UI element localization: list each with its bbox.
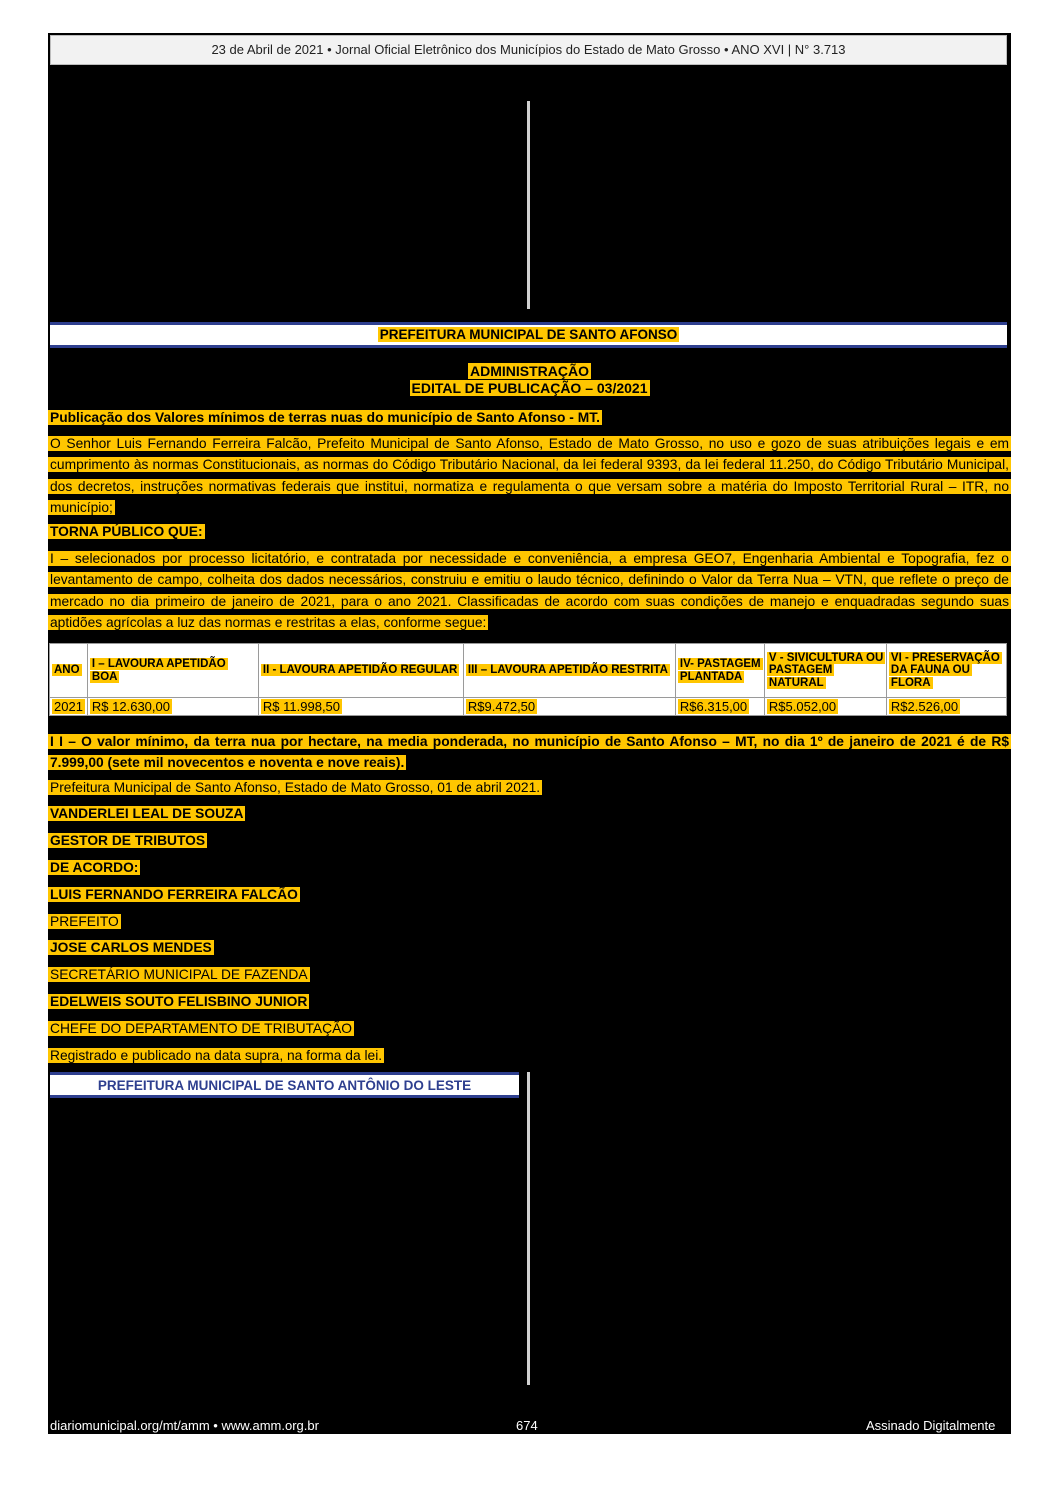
intro-text: O Senhor Luis Fernando Ferreira Falcão, Prefeito Municipal de Santo Afonso, Estado de Mato Grosso, no uso e gozo de suas atribuições legais e em cumprimento às normas Constitucionais, as normas do Código Tributário Nacional, da lei federal 9393, da lei federal 11.250, do Código Tributário Municipal, dos decretos, instruções normativas federais que institui, normatiza e regulamenta o que versam sobre a matéria do Imposto Territorial Rural – ITR, no município; — [50, 436, 1009, 515]
signer-name: VANDERLEI LEAL DE SOUZA — [50, 806, 244, 821]
signer-2-name — [48, 885, 300, 905]
subject-text: Publicação dos Valores mínimos de terras nuas do município de Santo Afonso - MT. — [50, 410, 600, 425]
signer-role: GESTOR DE TRIBUTOS — [50, 833, 206, 848]
signer-role: PREFEITO — [50, 914, 119, 929]
item-2-paragraph — [48, 731, 1011, 774]
signer-2-role — [48, 912, 121, 932]
cell-value: R$6.315,00 — [679, 699, 748, 714]
section-header-santo-afonso — [50, 322, 1007, 348]
header-cell: IV- PASTAGEM PLANTADA — [679, 658, 761, 683]
signer-4-role — [48, 1019, 354, 1039]
table-cell — [463, 698, 675, 716]
header-cell: V - SIVICULTURA OU PASTAGEM NATURAL — [768, 651, 884, 689]
table-cell — [675, 698, 764, 716]
header-cell: ANO — [54, 664, 80, 677]
col-lavoura-regular — [258, 644, 463, 698]
place-date-text: Prefeitura Municipal de Santo Afonso, Estado de Mato Grosso, 01 de abril 2021. — [50, 780, 541, 795]
table-cell — [764, 698, 886, 716]
signer-3-name — [48, 938, 214, 958]
column-divider-bottom — [527, 1072, 530, 1385]
item-1-text: I – selecionados por processo licitatório, e contratada por necessidade e conveniência, a empresa GEO7, Engenharia Ambiental e Topografia, fez o levantamento de campo, colheita dos dados necessários, construiu e emitiu o laudo técnico, definindo o Valor da Terra Nua – VTN, que reflete o preço de mercado no dia primeiro de janeiro de 2021, para o ano 2021. Classificadas de acordo com suas condições de manejo e enquadradas segundo suas aptidões agrícolas a luz das normas e restritas a elas, conforme segue: — [50, 551, 1009, 630]
footer-right: Assinado Digitalmente — [866, 1418, 996, 1433]
table-row — [50, 698, 1007, 716]
edital-title — [48, 363, 1011, 397]
col-preservacao — [886, 644, 1006, 698]
cell-value: R$ 12.630,00 — [91, 699, 170, 714]
section-title: PREFEITURA MUNICIPAL DE SANTO AFONSO — [379, 327, 678, 342]
signer-role: CHEFE DO DEPARTAMENTO DE TRIBUTAÇÃO — [50, 1021, 353, 1036]
signer-1-role — [48, 831, 207, 851]
subject-line — [48, 408, 602, 428]
agreement-text: DE ACORDO: — [50, 860, 139, 875]
signer-3-role — [48, 965, 310, 985]
table-cell — [258, 698, 463, 716]
cell-value: R$5.052,00 — [768, 699, 837, 714]
torna-publico-text: TORNA PÚBLICO QUE: — [50, 524, 203, 539]
cell-value: R$2.526,00 — [890, 699, 959, 714]
section-title: PREFEITURA MUNICIPAL DE SANTO ANTÔNIO DO LESTE — [97, 1078, 472, 1093]
col-ano — [50, 644, 88, 698]
table-cell — [50, 698, 88, 716]
col-lavoura-boa — [87, 644, 258, 698]
department-label: ADMINISTRAÇÃO — [470, 363, 589, 379]
section-header-santo-antonio — [50, 1072, 519, 1098]
signer-name: LUIS FERNANDO FERREIRA FALCÃO — [50, 887, 298, 902]
header-cell: I – LAVOURA APETIDÃO BOA — [91, 658, 226, 683]
header-cell: III – LAVOURA APETIDÃO RESTRITA — [467, 664, 668, 677]
edital-number: EDITAL DE PUBLICAÇÃO – 03/2021 — [411, 380, 648, 396]
vtn-table — [49, 643, 1007, 716]
closing-text: Registrado e publicado na data supra, na forma da lei. — [50, 1048, 383, 1063]
column-divider-top — [527, 101, 530, 309]
signer-4-name — [48, 992, 309, 1012]
col-silvicultura — [764, 644, 886, 698]
intro-paragraph — [48, 433, 1011, 518]
table-cell — [87, 698, 258, 716]
closing-line — [48, 1046, 384, 1066]
item-2-text: I I – O valor mínimo, da terra nua por hectare, na media ponderada, no município de Santo Afonso – MT, no dia 1º de janeiro de 2021 é de R$ 7.999,00 (sete mil novecentos e noventa e nove reais). — [50, 734, 1009, 771]
cell-value: R$9.472,50 — [467, 699, 536, 714]
signer-name: EDELWEIS SOUTO FELISBINO JUNIOR — [50, 994, 308, 1009]
table-header-row — [50, 644, 1007, 698]
agreement-label — [48, 858, 140, 878]
place-date — [48, 778, 542, 798]
footer-page-number: 674 — [516, 1418, 538, 1433]
journal-header: 23 de Abril de 2021 • Jornal Oficial Eletrônico dos Municípios do Estado de Mato Grosso • ANO XVI | N° 3.713 — [50, 35, 1007, 65]
header-cell: II - LAVOURA APETIDÃO REGULAR — [262, 664, 458, 677]
table-cell — [886, 698, 1006, 716]
footer-left: diariomunicipal.org/mt/amm • www.amm.org.br — [50, 1418, 319, 1433]
col-lavoura-restrita — [463, 644, 675, 698]
item-1-paragraph — [48, 548, 1011, 633]
signer-1-name — [48, 804, 245, 824]
signer-name: JOSE CARLOS MENDES — [50, 940, 212, 955]
col-pastagem — [675, 644, 764, 698]
cell-value: R$ 11.998,50 — [262, 699, 341, 714]
signer-role: SECRETÁRIO MUNICIPAL DE FAZENDA — [50, 967, 308, 982]
cell-value: 2021 — [54, 699, 83, 714]
header-cell: VI - PRESERVAÇÃO DA FAUNA OU FLORA — [890, 651, 1000, 689]
torna-publico — [48, 522, 205, 542]
